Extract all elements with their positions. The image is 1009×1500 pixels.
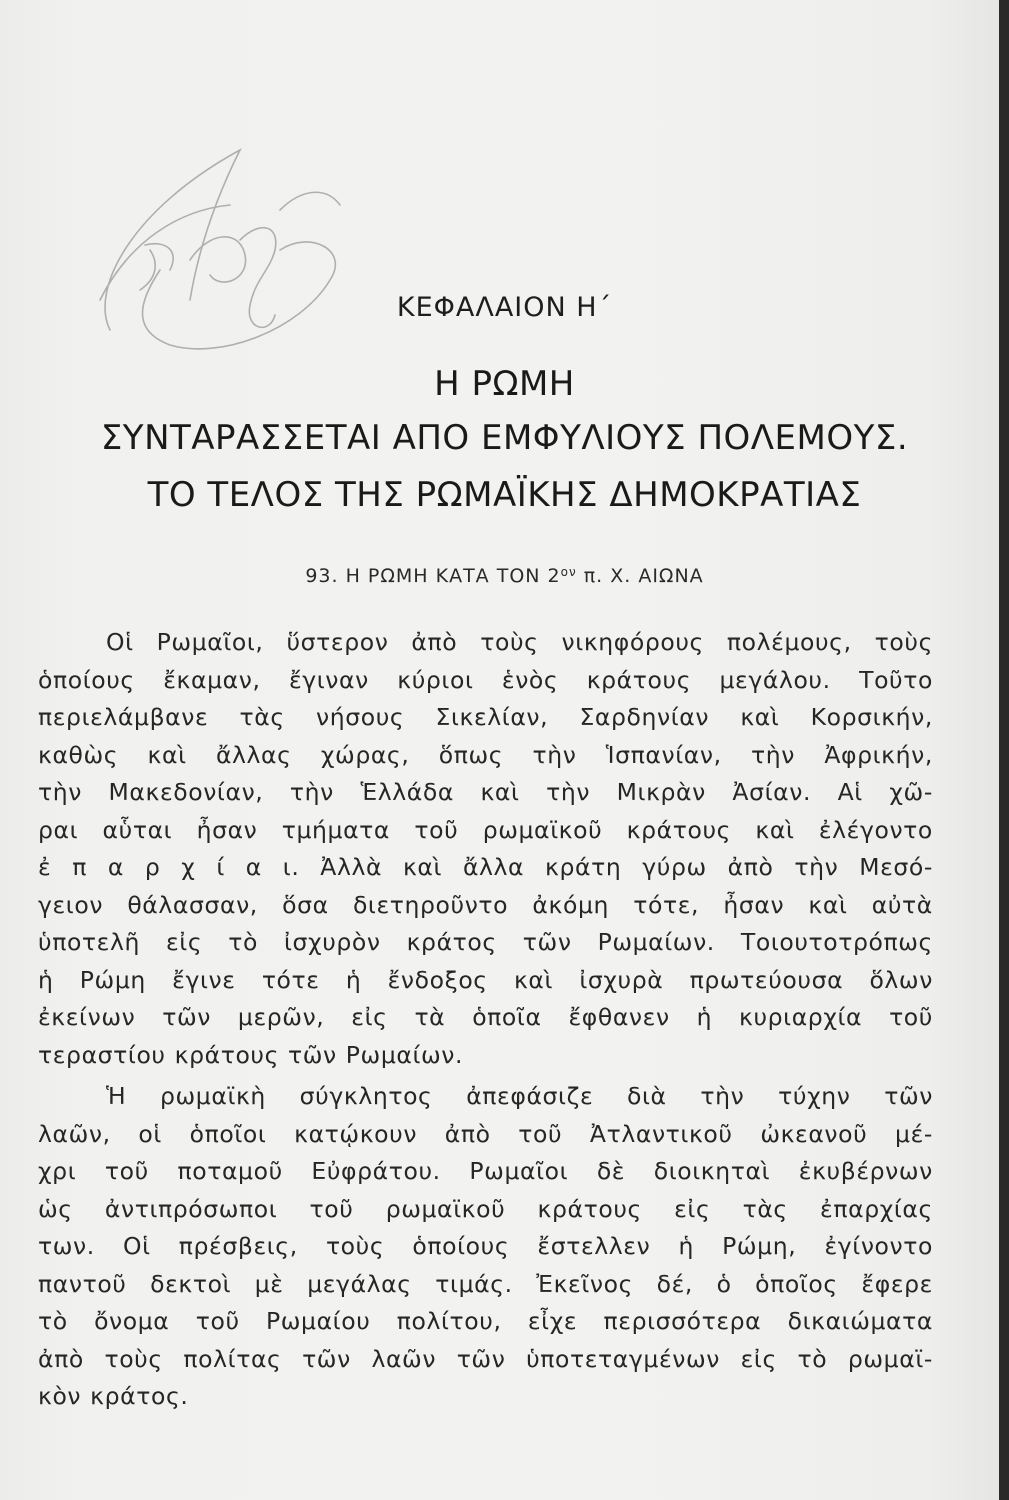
text-line: ἐ π α ρ χ ί α ι. Ἀλλὰ καὶ ἄλλα κράτη γύρω ἀπὸ τὴν Μεσό-: [38, 853, 933, 881]
text-line: ἡ Ρώμη ἔγινε τότε ἡ ἔνδοξος καὶ ἰσχυρὰ πρωτεύουσα ὅλων: [38, 965, 933, 994]
text-line: τὴν Μακεδονίαν, τὴν Ἑλλάδα καὶ τὴν Μικρὰν Ἀσίαν. Αἱ χῶ-: [38, 778, 933, 806]
text-line: ὑποτελῆ εἰς τὸ ἰσχυρὸν κράτος τῶν Ρωμαίων. Τοιουτοτρόπως: [38, 928, 933, 956]
text-line: τὸ ὄνομα τοῦ Ρωμαίου πολίτου, εἶχε περισσότερα δικαιώματα: [38, 1307, 933, 1335]
text-line: καθὼς καὶ ἄλλας χώρας, ὅπως τὴν Ἱσπανίαν, τὴν Ἀφρικήν,: [38, 740, 933, 769]
text-line: Οἱ Ρωμαῖοι, ὕστερον ἀπὸ τοὺς νικηφόρους πολέμους, τοὺς: [106, 628, 933, 656]
chapter-title-line-3: ΤΟ ΤΕΛΟΣ ΤΗΣ ΡΩΜΑΪΚΗΣ ΔΗΜΟΚΡΑΤΙΑΣ: [147, 475, 862, 515]
section-text-end: π. Χ. ΑΙΩΝΑ: [583, 565, 704, 587]
chapter-title-line-1: Η ΡΩΜΗ: [434, 364, 575, 404]
text-line: ραι αὗται ἦσαν τμήματα τοῦ ρωμαϊκοῦ κράτους καὶ ἐλέγοντο: [38, 815, 933, 844]
text-line: περιελάμβανε τὰς νήσους Σικελίαν, Σαρδηνίαν καὶ Κορσικήν,: [38, 703, 933, 731]
handwritten-signature: [70, 130, 370, 370]
text-line: ὁποίους ἔκαμαν, ἔγιναν κύριοι ἑνὸς κράτους μεγάλου. Τοῦτο: [38, 665, 933, 694]
text-line: ὡς ἀντιπρόσωποι τοῦ ρωμαϊκοῦ κράτους εἰς τὰς ἐπαρχίας: [38, 1194, 933, 1223]
text-line: λαῶν, οἱ ὁποῖοι κατῴκουν ἀπὸ τοῦ Ἀτλαντικοῦ ὠκεανοῦ μέ-: [38, 1119, 933, 1148]
page-binding-edge: [999, 0, 1009, 1500]
section-heading: [0, 565, 1009, 587]
section-text: Η ΡΩΜΗ ΚΑΤΑ ΤΟΝ 2: [345, 565, 561, 587]
text-line: των. Οἱ πρέσβεις, τοὺς ὁποίους ἔστελλεν ἡ Ρώμη, ἐγίνοντο: [38, 1232, 933, 1260]
chapter-heading: ΚΕΦΑΛΑΙΟΝ Η΄: [396, 292, 613, 323]
text-line: γειον θάλασσαν, ὅσα διετηροῦντο ἀκόμη τότε, ἦσαν καὶ αὐτὰ: [38, 890, 933, 919]
text-line: Ἡ ρωμαϊκὴ σύγκλητος ἀπεφάσιζε διὰ τὴν τύχην τῶν: [106, 1082, 933, 1110]
chapter-title-line-2: ΣΥΝΤΑΡΑΣΣΕΤΑΙ ΑΠΟ ΕΜΦΥΛΙΟΥΣ ΠΟΛΕΜΟΥΣ.: [100, 418, 909, 458]
text-line: χρι τοῦ ποταμοῦ Εὐφράτου. Ρωμαῖοι δὲ διοικηταὶ ἐκυβέρνων: [38, 1157, 933, 1185]
text-line: ἐκείνων τῶν μερῶν, εἰς τὰ ὁποῖα ἔφθανεν ἡ κυριαρχία τοῦ: [38, 1003, 933, 1031]
text-line: κὸν κράτος.: [38, 1382, 189, 1410]
text-line: παντοῦ δεκτοὶ μὲ μεγάλας τιμάς. Ἐκεῖνος δέ, ὁ ὁποῖος ἔφερε: [38, 1269, 933, 1298]
text-line: ἀπὸ τοὺς πολίτας τῶν λαῶν τῶν ὑποτεταγμένων εἰς τὸ ρωμαϊ-: [38, 1344, 933, 1373]
section-number: 93.: [305, 565, 339, 587]
text-line: τεραστίου κράτους τῶν Ρωμαίων.: [38, 1040, 464, 1069]
section-superscript: ον: [560, 565, 577, 579]
